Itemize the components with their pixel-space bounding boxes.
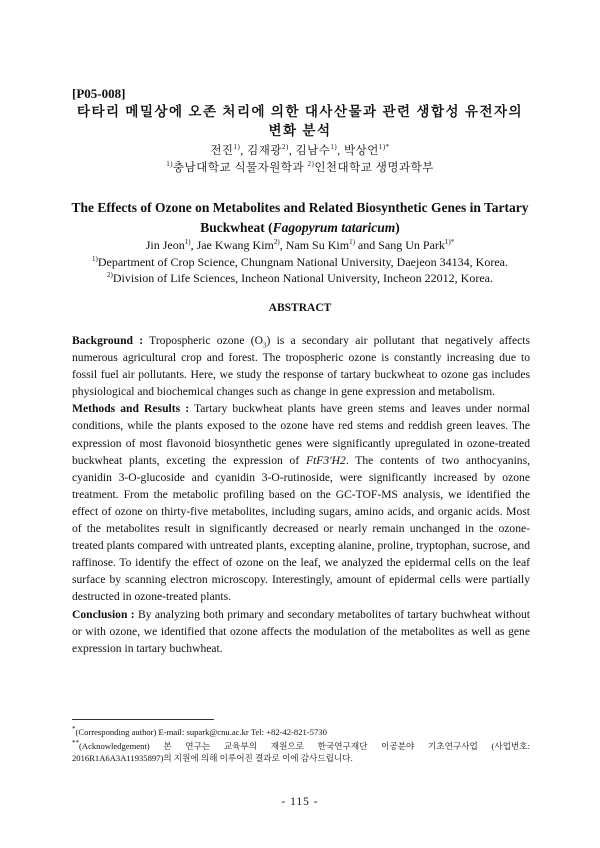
author-en-1: Jin Jeon (145, 238, 185, 252)
author-ko-3: 김남수 (295, 145, 331, 157)
author-ko-4: 박상언 (343, 145, 379, 157)
species-name: Fagopyrum tataricum (272, 220, 396, 235)
english-affiliation-2: $^{2)}$Division of Life Sciences, Incheon National University, Incheon 22012, Korea. (107, 271, 493, 285)
abstract-body (72, 332, 530, 657)
english-title (60, 198, 540, 238)
author-ko-2: 김재광 (247, 145, 282, 157)
english-title-line-1: The Effects of Ozone on Metabolites and Related Biosynthetic Genes in Tartary (71, 200, 529, 215)
abstract-code: [P05-008] (72, 86, 126, 101)
korean-title-line-2: 변화 분석 (268, 123, 332, 138)
korean-authors: 전진$^{1)}$, 김재광$^{2)}$, 김남수$^{1)}$, 박상언$^{1)*}$ (210, 143, 390, 157)
korean-title (60, 102, 540, 140)
author-ko-1: 전진 (210, 145, 234, 157)
conclusion-label: Conclusion : (72, 607, 135, 621)
gene-name: FtF3′H2 (305, 453, 346, 467)
abstract-heading: ABSTRACT (268, 302, 332, 314)
english-authors: Jin Jeon$^{1)}$, Jae Kwang Kim$^{2)}$, Nam Su Kim$^{1)}$ and Sang Un Park$^{1)*}$ (145, 238, 455, 252)
korean-affiliations: $^{1)}$충남대학교 식물자원학과 $^{2)}$인천대학교 생명과학부 (166, 160, 434, 174)
author-en-2: Jae Kwang Kim (196, 238, 274, 252)
background-paragraph: Background : Tropospheric ozone $(O_3)$ is a secondary air pollutant that negatively affects numerous agricultural crop and forest. The tropospheric ozone is constantly increasing due to fossil fuel air pollutants. Here, we study the response of tartary buckwheat to ozone gas includes physiological and biochemical changes such as change in gene expression and metabolism. (72, 334, 530, 399)
affiliation-ko-2: 인천대학교 생명과학부 (314, 162, 434, 174)
acknowledgement-footnote: **(Acknowledgement) 본 연구는 교육부의 재원으로 한국연구재단 이공분야 기초연구사업 (사업번호: 2016R1A6A3A11935897)의 지원에 의해 이루어진 결과로 이에 감사드립니다. (72, 739, 530, 763)
methods-label: Methods and Results : (72, 402, 190, 416)
background-label: Background : (72, 334, 144, 347)
conclusion-paragraph: Conclusion : By analyzing both primary and secondary metabolites of tartary buchwheat without or with ozone, we identified that ozone affects the modulation of the metabolites as well as gene expression in tartary buchwheat. (72, 607, 531, 655)
english-title-line-2: Buckwheat (Fagopyrum tataricum) (200, 220, 400, 235)
author-en-3: Nam Su Kim (285, 238, 350, 252)
english-affiliation-1: $^{1)}$Department of Crop Science, Chungnam National University, Daejeon 34134, Korea. (92, 255, 508, 269)
affiliation-ko-1: 충남대학교 식물자원학과 (173, 162, 305, 174)
corresponding-footnote: *(Corresponding author) E-mail: supark@cnu.ac.kr Tel: +82-42-821-5730 (72, 725, 327, 737)
author-en-4: Sang Un Park (378, 238, 445, 252)
korean-title-line-1: 타타리 메밀상에 오존 처리에 의한 대사산물과 관련 생합성 유전자의 (76, 104, 524, 119)
footnote-divider (72, 719, 214, 720)
page-number: - 115 - (281, 796, 319, 808)
methods-paragraph: Methods and Results : Tartary buckwheat plants have green stems and leaves under normal conditions, while the plants exposed to the ozone have red stems and reddish green leaves. The expression of most flavonoid biosynthetic genes were significantly upregulated in ozone-treated buckwheat plants, exceting the expression of FtF3′H2. The contents of two anthocyanins, cyanidin 3-O-glucoside and cyanidin 3-O-rutinoside, were significantly increased by ozone treatment. From the metabolic profiling based on the GC-TOF-MS analysis, we identified the effect of ozone on thirty-five metabolites, including sugars, amino acids, and organic acids. Most of the metabolites result in significantly decreased or nearly remain unchanged in the ozone-treated plants compared with untreated plants, excepting alanine, proline, tryptophan, sucrose, and raffinose. To identify the effect of ozone on the leaf, we analyzed the epidermal cells on the leaf surface by scanning electron microscopy. Interestingly, amount of epidermal cells were partially destructed in ozone-treated plants. (72, 402, 530, 604)
